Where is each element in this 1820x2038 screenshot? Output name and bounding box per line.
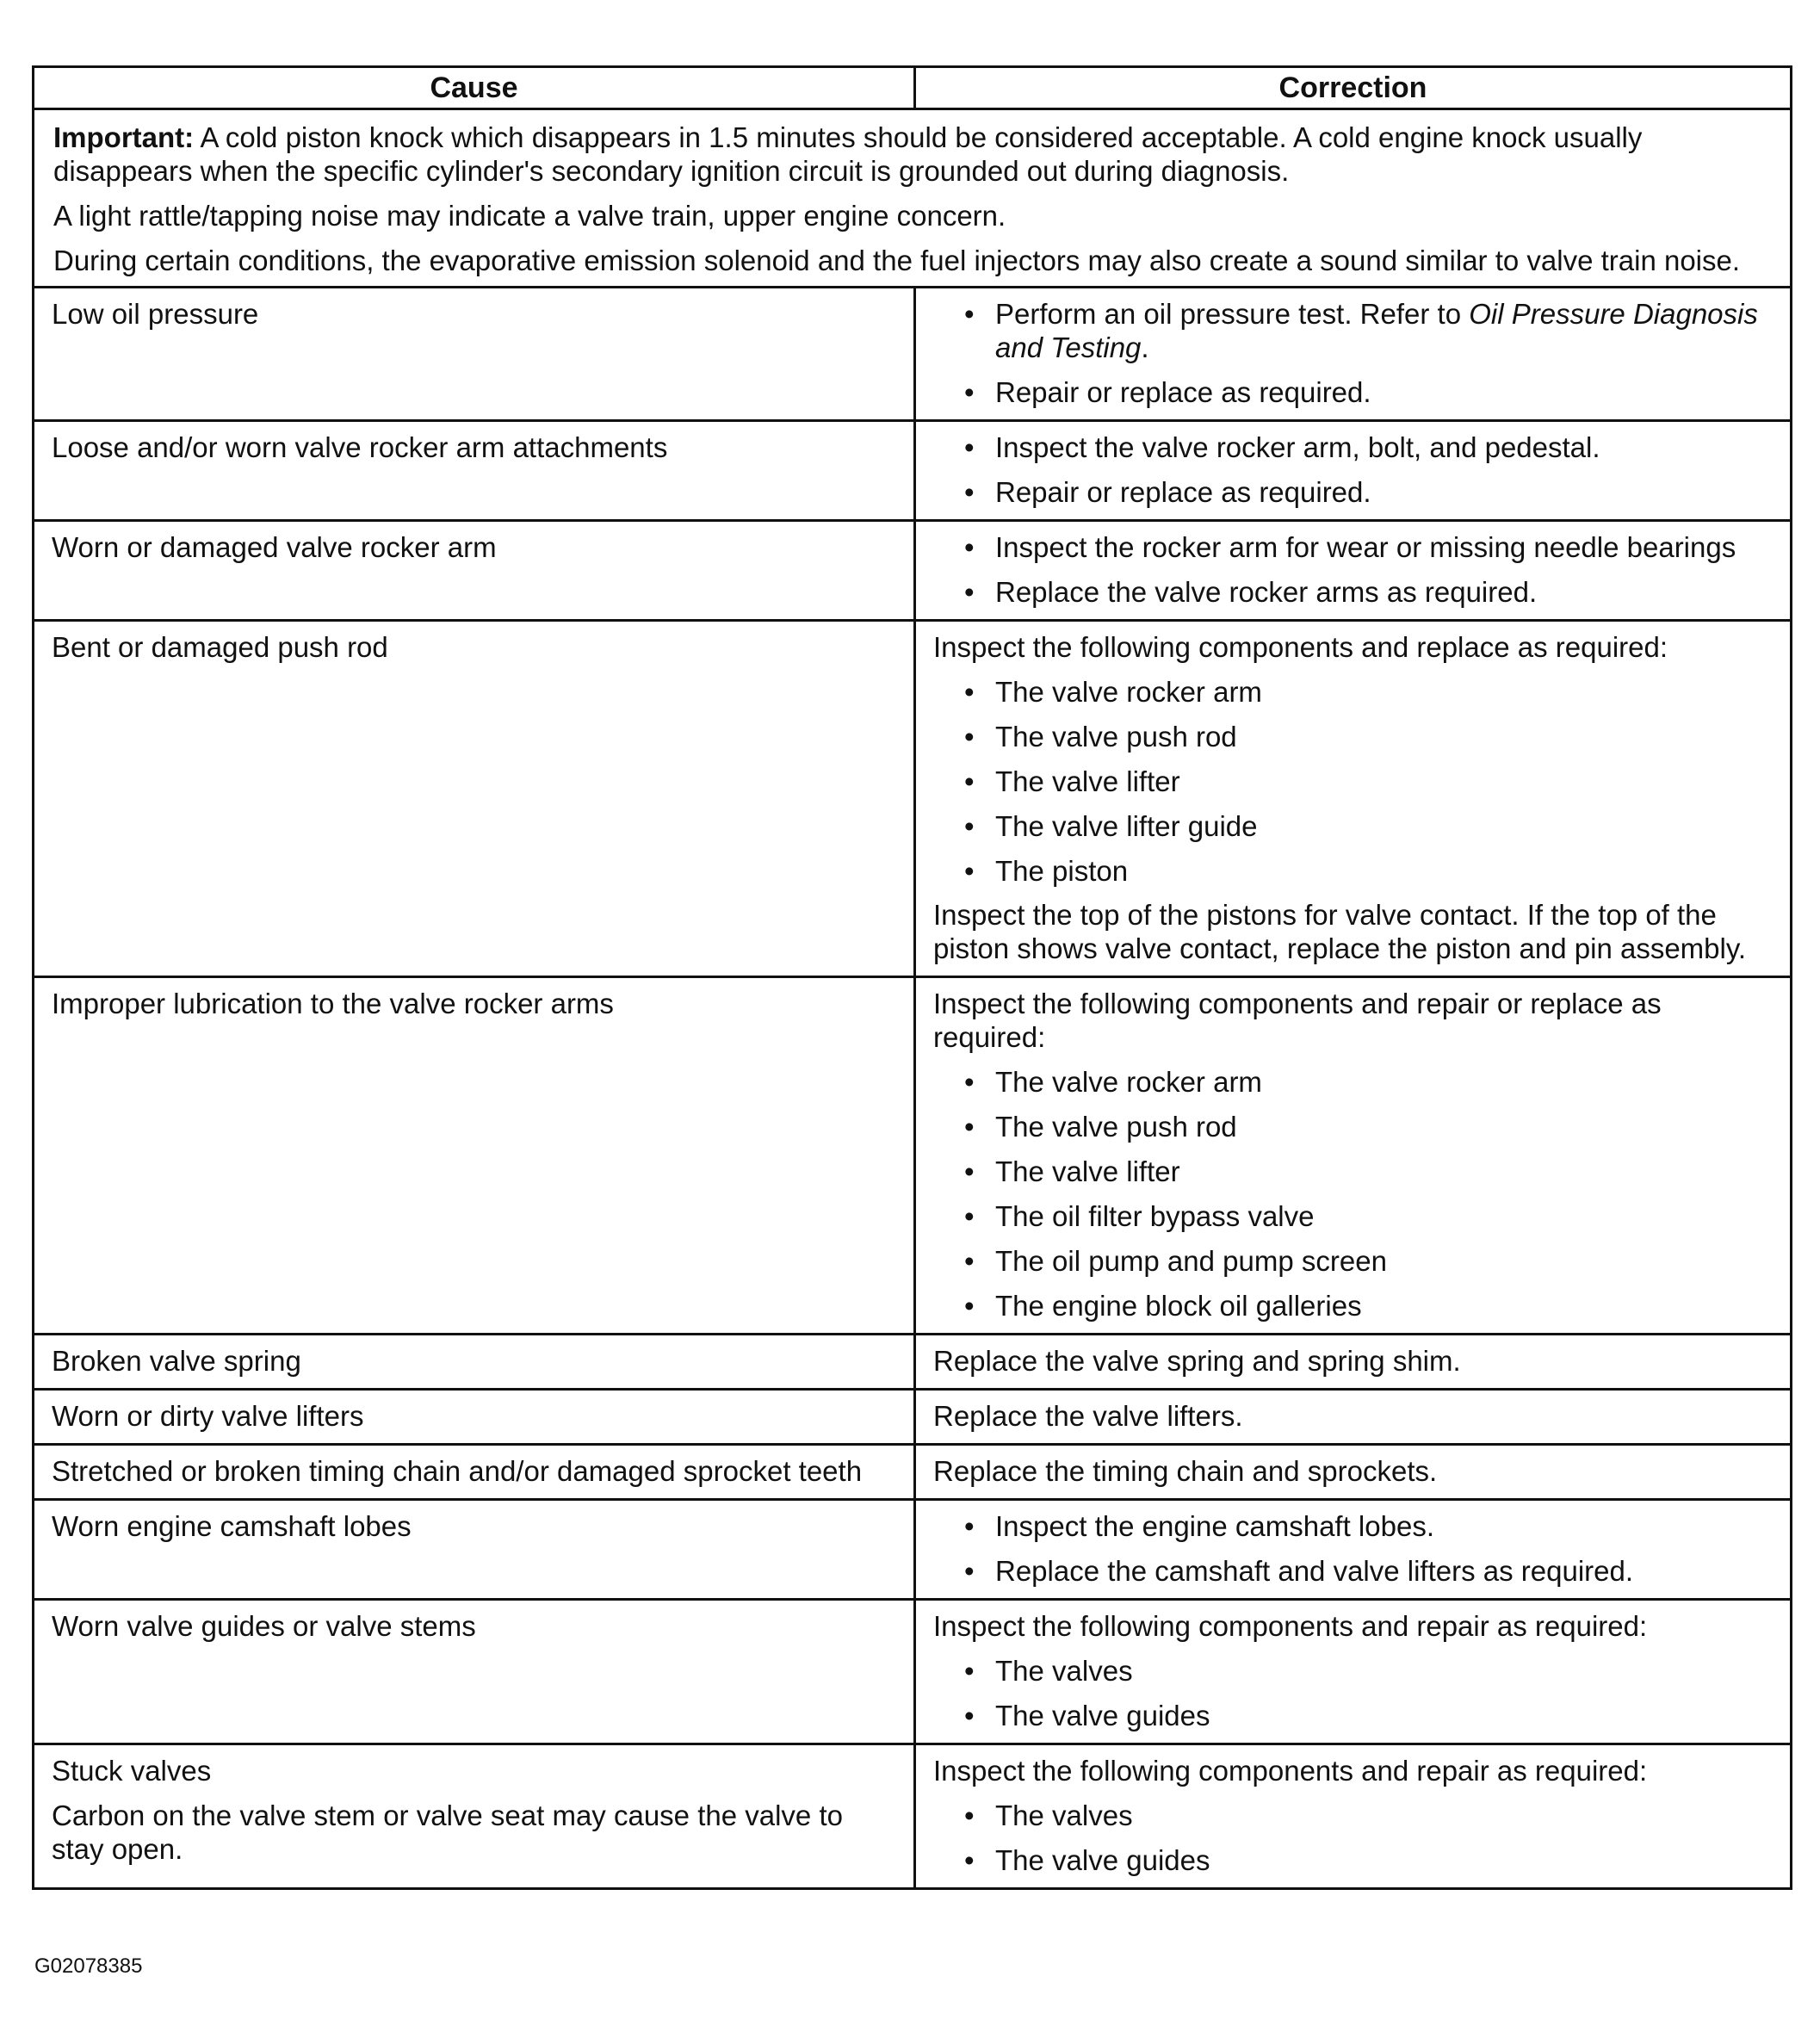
correction-list — [933, 675, 1776, 888]
list-item: • The valves — [933, 1654, 1776, 1688]
table-row — [34, 1744, 1792, 1889]
correction-text: Replace the valve spring and spring shim. — [933, 1345, 1461, 1377]
cause-text: Stretched or broken timing chain and/or damaged sprocket teeth — [52, 1455, 863, 1487]
correction-list — [933, 530, 1776, 609]
list-item: • The oil filter bypass valve — [933, 1199, 1776, 1233]
cause-cell — [34, 1335, 915, 1390]
list-item: • The valve lifter — [933, 765, 1776, 798]
correction-list — [933, 297, 1776, 409]
rattle-note: A light rattle/tapping noise may indicate a valve train, upper engine concern. — [53, 200, 1006, 232]
cause-cell — [34, 1744, 915, 1889]
intro-note-cell — [34, 109, 1792, 288]
cause-text: Stuck valves — [52, 1755, 212, 1787]
cause-cell — [34, 977, 915, 1335]
table-row — [34, 1335, 1792, 1390]
list-item: • The valve guides — [933, 1699, 1776, 1732]
correction-text: . — [1141, 331, 1149, 363]
table-row — [34, 421, 1792, 521]
list-item: • Inspect the rocker arm for wear or missing needle bearings — [933, 530, 1776, 564]
cause-cell — [34, 1445, 915, 1500]
correction-cell — [915, 1445, 1792, 1500]
list-item: • The piston — [933, 854, 1776, 888]
correction-lead: Inspect the following components and repair as required: — [933, 1755, 1648, 1787]
correction-text: Perform an oil pressure test. Refer to — [995, 298, 1470, 330]
list-item: • Inspect the valve rocker arm, bolt, and pedestal. — [933, 431, 1776, 464]
important-note — [53, 121, 1774, 188]
cause-text: Worn valve guides or valve stems — [52, 1610, 476, 1642]
correction-text: Replace the valve lifters. — [933, 1400, 1243, 1432]
correction-cell — [915, 1335, 1792, 1390]
table-row — [34, 288, 1792, 421]
list-item: • Repair or replace as required. — [933, 475, 1776, 509]
cause-cell — [34, 288, 915, 421]
list-item: • The valve rocker arm — [933, 1065, 1776, 1099]
table-row — [34, 977, 1792, 1335]
list-item: • The valve push rod — [933, 720, 1776, 753]
cause-cell — [34, 521, 915, 621]
correction-text: Replace the timing chain and sprockets. — [933, 1455, 1438, 1487]
list-item: • The valve lifter guide — [933, 809, 1776, 843]
list-item: • The engine block oil galleries — [933, 1289, 1776, 1323]
cause-text: Worn or damaged valve rocker arm — [52, 531, 497, 563]
cause-text: Low oil pressure — [52, 298, 259, 330]
correction-column-header: Correction — [915, 67, 1792, 109]
list-item: • Repair or replace as required. — [933, 375, 1776, 409]
correction-cell — [915, 1744, 1792, 1889]
list-item: • Inspect the engine camshaft lobes. — [933, 1509, 1776, 1543]
correction-lead: Inspect the following components and repair as required: — [933, 1610, 1648, 1642]
diagnostic-table-wrapper — [32, 65, 1790, 1890]
correction-list — [933, 1654, 1776, 1732]
list-item: • Replace the valve rocker arms as required. — [933, 575, 1776, 609]
header-row — [34, 67, 1792, 109]
correction-cell — [915, 1600, 1792, 1744]
table-row — [34, 521, 1792, 621]
correction-cell — [915, 1500, 1792, 1600]
correction-cell — [915, 421, 1792, 521]
correction-cell — [915, 977, 1792, 1335]
cause-note: Carbon on the valve stem or valve seat may cause the valve to stay open. — [52, 1800, 843, 1865]
cause-text: Worn or dirty valve lifters — [52, 1400, 364, 1432]
cause-text: Bent or damaged push rod — [52, 631, 388, 663]
correction-cell — [915, 621, 1792, 977]
list-item: • The valve guides — [933, 1843, 1776, 1877]
intro-row — [34, 109, 1792, 288]
valve-train-noise-diagnosis-table — [32, 65, 1792, 1890]
conditions-note: During certain conditions, the evaporative emission solenoid and the fuel injectors may also create a sound similar to valve train noise. — [53, 245, 1741, 276]
correction-followup: Inspect the top of the pistons for valve contact. If the top of the piston shows valve contact, replace the piston and pin assembly. — [933, 899, 1747, 964]
correction-list — [933, 431, 1776, 509]
important-label: Important: — [53, 121, 195, 153]
cause-text: Loose and/or worn valve rocker arm attachments — [52, 431, 668, 463]
table-row — [34, 1390, 1792, 1445]
reference-link[interactable]: Oil Pressure Diagnosis and Testing — [995, 298, 1758, 363]
list-item: • The valves — [933, 1799, 1776, 1832]
table-row — [34, 1500, 1792, 1600]
cause-text: Improper lubrication to the valve rocker arms — [52, 988, 614, 1019]
correction-cell — [915, 288, 1792, 421]
correction-lead: Inspect the following components and replace as required: — [933, 631, 1668, 663]
cause-cell — [34, 621, 915, 977]
cause-cell — [34, 421, 915, 521]
correction-list — [933, 1509, 1776, 1588]
list-item: • The oil pump and pump screen — [933, 1244, 1776, 1278]
list-item: • The valve lifter — [933, 1155, 1776, 1188]
cause-cell — [34, 1500, 915, 1600]
table-row — [34, 1600, 1792, 1744]
cause-cell — [34, 1600, 915, 1744]
correction-list — [933, 1799, 1776, 1877]
correction-list — [933, 1065, 1776, 1323]
correction-cell — [915, 1390, 1792, 1445]
list-item — [933, 297, 1776, 364]
list-item: • The valve rocker arm — [933, 675, 1776, 709]
table-row — [34, 621, 1792, 977]
list-item: • Replace the camshaft and valve lifters as required. — [933, 1554, 1776, 1588]
correction-lead: Inspect the following components and repair or replace as required: — [933, 988, 1662, 1053]
list-item: • The valve push rod — [933, 1110, 1776, 1143]
cause-cell — [34, 1390, 915, 1445]
cause-text: Worn engine camshaft lobes — [52, 1510, 412, 1542]
table-row — [34, 1445, 1792, 1500]
important-text: A cold piston knock which disappears in 1.5 minutes should be considered acceptable. A cold engine knock usually disappears when the specific cylinder's secondary ignition circuit is grounded out during diagnosis. — [53, 121, 1643, 187]
cause-text: Broken valve spring — [52, 1345, 301, 1377]
correction-cell — [915, 521, 1792, 621]
figure-id: G02078385 — [34, 1954, 143, 1978]
cause-column-header: Cause — [34, 67, 915, 109]
